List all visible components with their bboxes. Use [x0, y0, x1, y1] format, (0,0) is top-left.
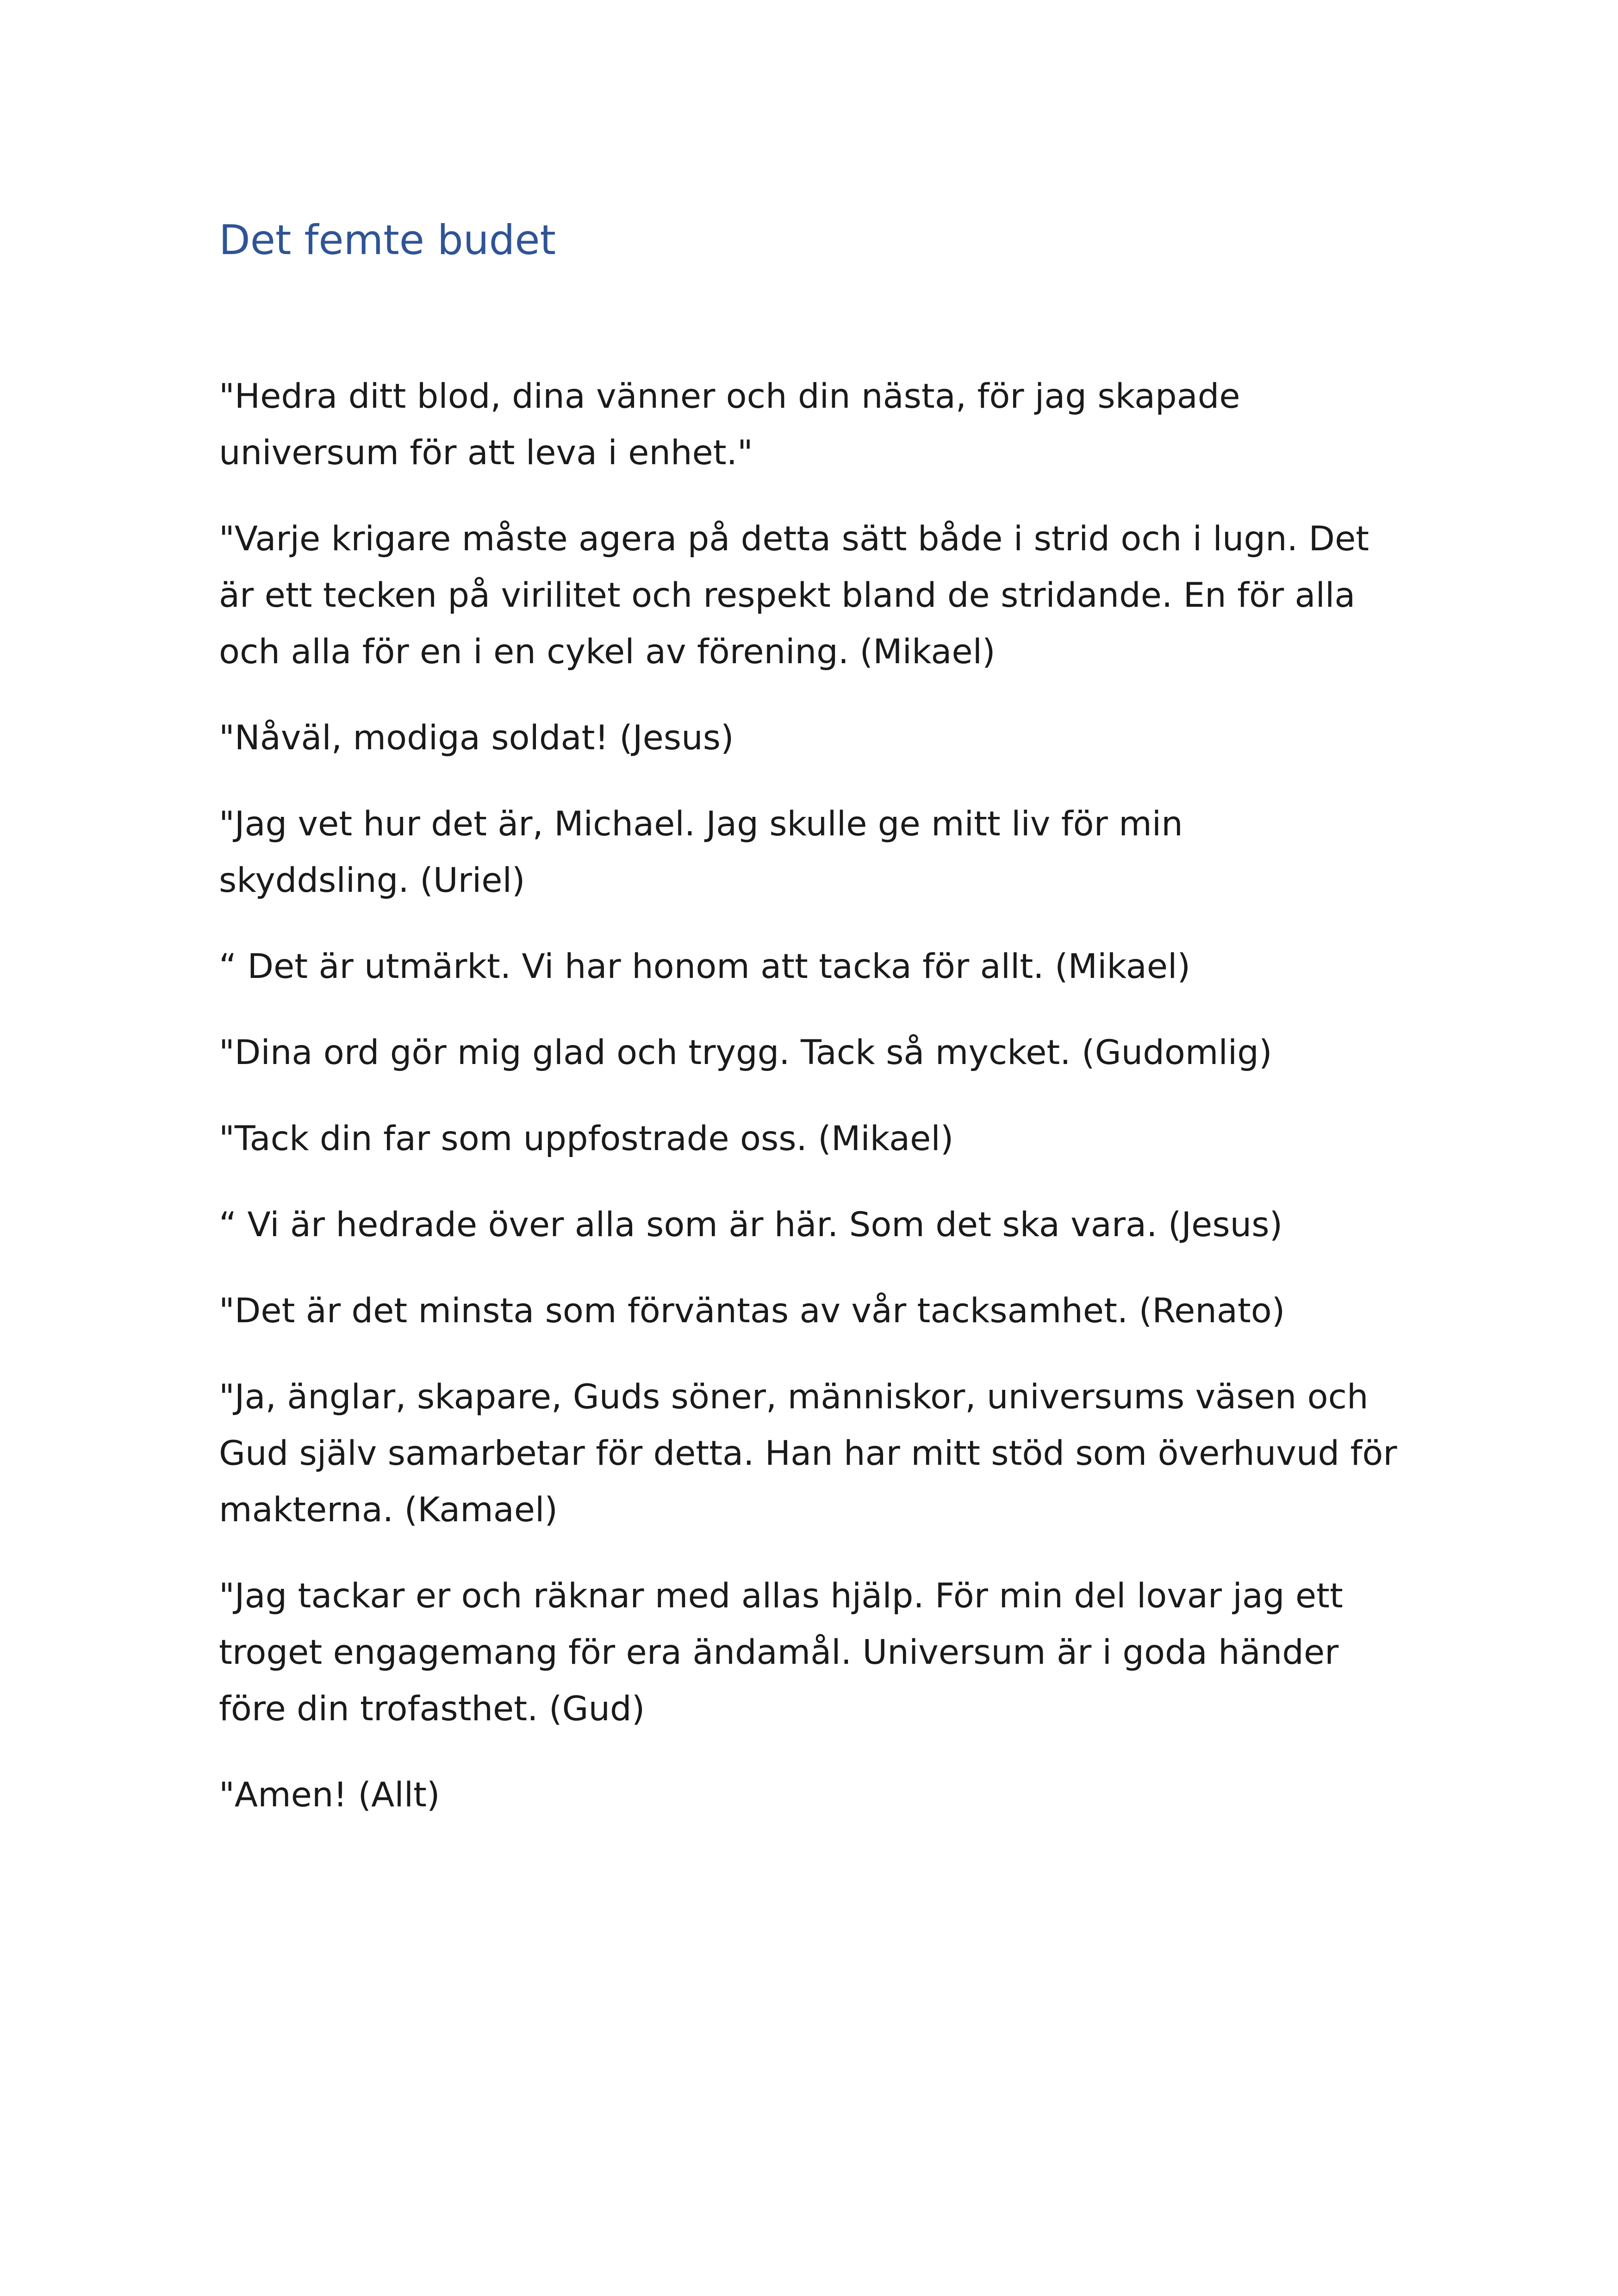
paragraph-8: “ Vi är hedrade över alla som är här. Som det ska vara. (Jesus)	[219, 1205, 1283, 1244]
paragraph-7: "Tack din far som uppfostrade oss. (Mikael)	[219, 1119, 954, 1158]
paragraph-4: "Jag vet hur det är, Michael. Jag skulle ge mitt liv för min skyddsling. (Uriel)	[219, 804, 1183, 900]
paragraph-1: "Hedra ditt blod, dina vänner och din nästa, för jag skapade universum för att leva i enhet."	[219, 377, 1240, 473]
document-body	[219, 368, 1399, 1853]
paragraph-3: "Nåväl, modiga soldat! (Jesus)	[219, 718, 734, 758]
page-title: Det femte budet	[219, 216, 556, 264]
paragraph-5: “ Det är utmärkt. Vi har honom att tacka för allt. (Mikael)	[219, 947, 1191, 986]
paragraph-6: "Dina ord gör mig glad och trygg. Tack så mycket. (Gudomlig)	[219, 1033, 1272, 1072]
paragraph-9: "Det är det minsta som förväntas av vår tacksamhet. (Renato)	[219, 1291, 1285, 1331]
paragraph-10: "Ja, änglar, skapare, Guds söner, människor, universums väsen och Gud själv samarbetar för detta. Han har mitt stöd som överhuvud för makterna. (Kamael)	[219, 1377, 1397, 1530]
paragraph-12: "Amen! (Allt)	[219, 1775, 440, 1815]
paragraph-11: "Jag tackar er och räknar med allas hjälp. För min del lovar jag ett troget engagemang för era ändamål. Universum är i goda händer före din trofasthet. (Gud)	[219, 1576, 1343, 1729]
paragraph-2: "Varje krigare måste agera på detta sätt både i strid och i lugn. Det är ett tecken på virilitet och respekt bland de stridande. En för alla och alla för en i en cykel av förening. (Mikael)	[219, 519, 1369, 672]
